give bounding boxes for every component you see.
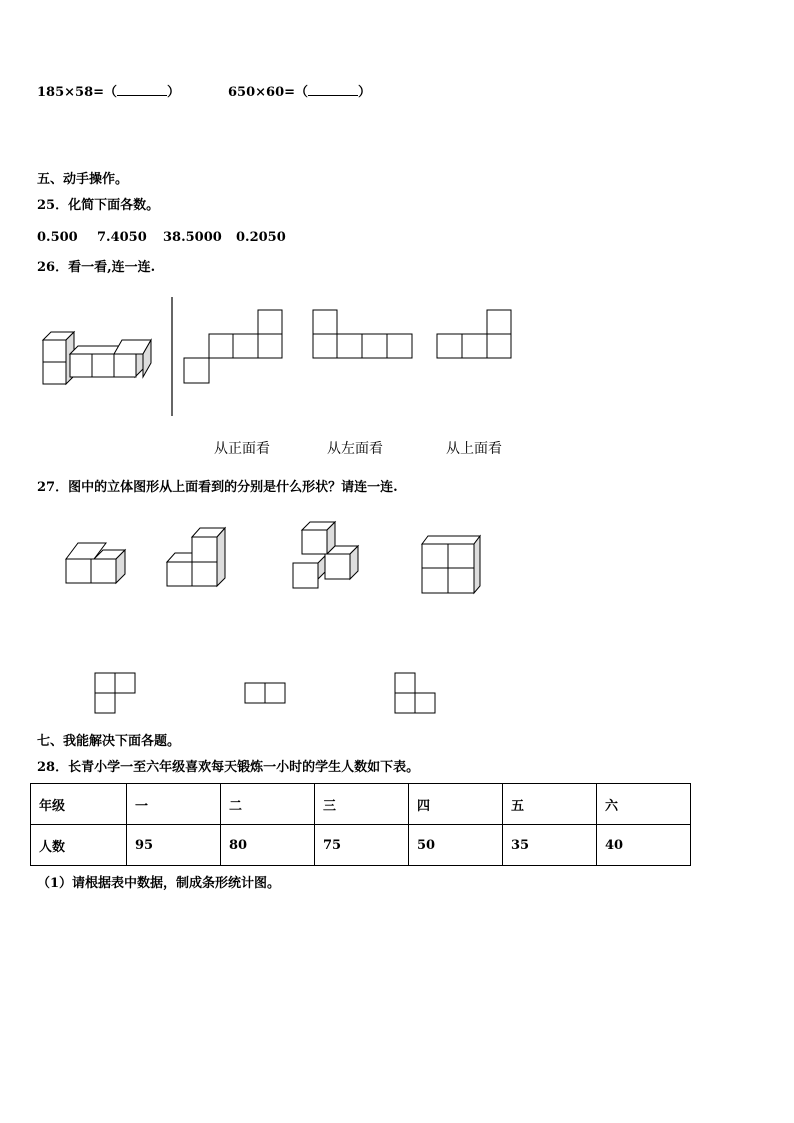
table-cell: 75 [315, 825, 409, 866]
view-label-left: 从左面看 [327, 441, 383, 457]
q28-sub1: （1）请根据表中数据，制成条形统计图。 [37, 876, 281, 891]
table-cell: 95 [127, 825, 221, 866]
q25-title: 25．化简下面各数。 [37, 198, 160, 213]
section5-title: 五、动手操作。 [37, 172, 129, 187]
table-cell: 50 [409, 825, 503, 866]
table-cell: 人数 [31, 825, 127, 866]
q25-number-3: 38.5000 [163, 230, 222, 245]
table-header-row [31, 784, 691, 825]
table-cell: 六 [597, 784, 691, 825]
table-cell: 四 [409, 784, 503, 825]
section7-title: 七、我能解决下面各题。 [37, 734, 181, 749]
q28-title: 28．长青小学一至六年级喜欢每天锻炼一小时的学生人数如下表。 [37, 760, 420, 775]
table-cell: 40 [597, 825, 691, 866]
table-cell: 80 [221, 825, 315, 866]
calc-close-2: ） [358, 85, 372, 100]
q27-title: 27．图中的立体图形从上面看到的分别是什么形状？请连一连. [37, 480, 398, 495]
calc-expr-1: 185×58=（ [37, 85, 118, 100]
q26-title: 26．看一看,连一连. [37, 260, 156, 275]
q25-number-2: 7.4050 [97, 230, 147, 245]
calc-expr-2: 650×60=（ [228, 85, 309, 100]
table-cell: 三 [315, 784, 409, 825]
view-label-top: 从上面看 [446, 441, 502, 457]
table-row [31, 825, 691, 866]
q25-number-1: 0.500 [37, 230, 78, 245]
calc-close-1: ） [167, 85, 181, 100]
q25-number-4: 0.2050 [236, 230, 286, 245]
table-cell: 五 [503, 784, 597, 825]
table-cell: 年级 [31, 784, 127, 825]
table-cell: 35 [503, 825, 597, 866]
students-table [30, 783, 691, 866]
table-cell: 一 [127, 784, 221, 825]
table-cell: 二 [221, 784, 315, 825]
view-label-front: 从正面看 [214, 441, 270, 457]
